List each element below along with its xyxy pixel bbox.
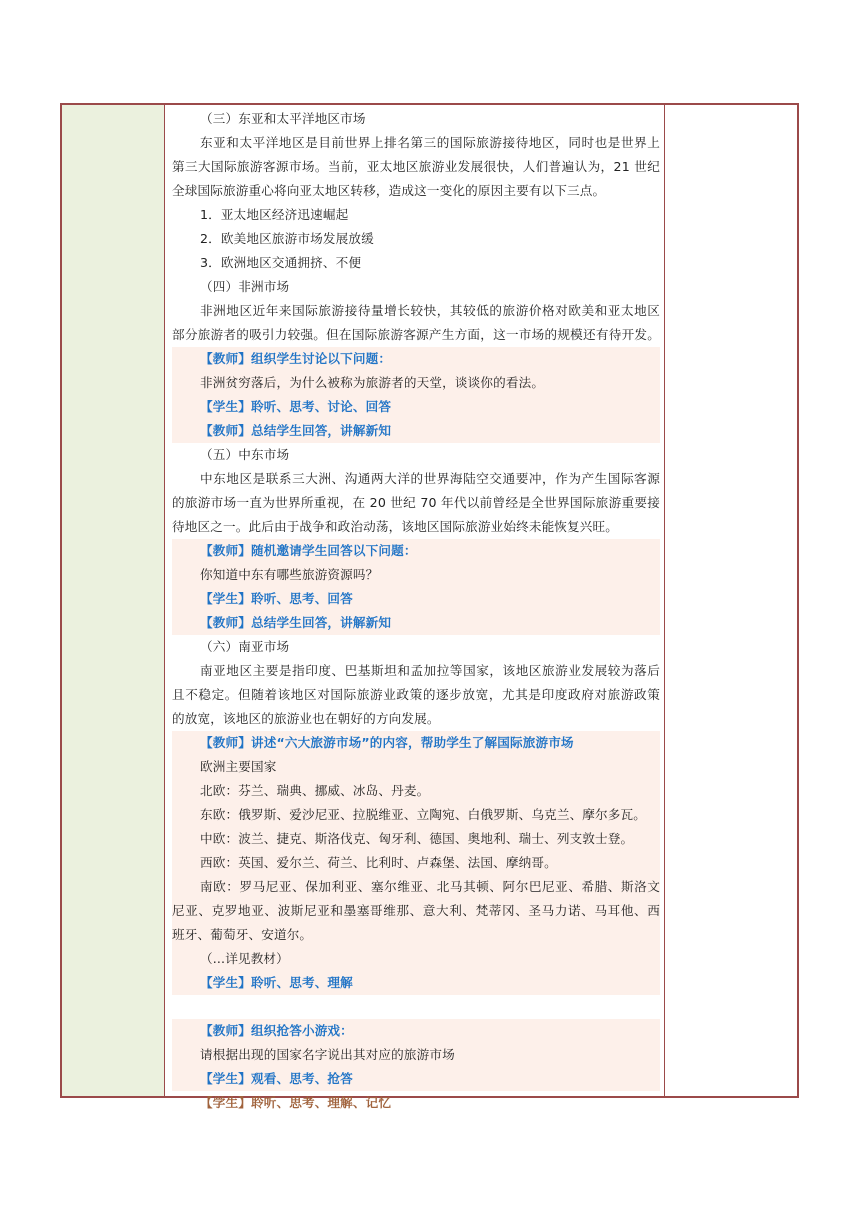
spacer <box>172 995 660 1019</box>
section-heading: （六）南亚市场 <box>200 639 290 654</box>
teacher-instruction: 【教师】随机邀请学生回答以下问题： <box>200 543 417 558</box>
paragraph-line: 中东地区是联系三大洲、沟通两大洋的世界海陆空交通要冲，作为产生国际客源 <box>200 471 660 486</box>
section-heading: （四）非洲市场 <box>200 279 290 294</box>
paragraph-line: 的旅游市场一直为世界所重视，在 20 世纪 70 年代以前曾经是全世界国际旅游重要接 <box>172 495 660 510</box>
teacher-instruction: 【教师】组织抢答小游戏： <box>200 1023 353 1038</box>
left-column <box>62 105 165 1096</box>
question-text: 你知道中东有哪些旅游资源吗？ <box>200 567 379 582</box>
paragraph-line: 第三大国际旅游客源市场。当前，亚太地区旅游业发展很快，人们普遍认为，21 世纪 <box>172 159 660 174</box>
question-text: 非洲贫穷落后，为什么被称为旅游者的天堂，谈谈你的看法。 <box>200 375 545 390</box>
list-item: 3．欧洲地区交通拥挤、不便 <box>200 255 362 270</box>
europe-title: 欧洲主要国家 <box>200 759 277 774</box>
paragraph-line: 东亚和太平洋地区是目前世界上排名第三的国际旅游接待地区，同时也是世界上 <box>200 135 660 150</box>
region-list: 北欧：芬兰、瑞典、挪威、冰岛、丹麦。 <box>200 783 430 798</box>
student-activity: 【学生】观看、思考、抢答 <box>200 1071 353 1086</box>
section-heading: （五）中东市场 <box>200 447 290 462</box>
activity-block <box>172 1019 660 1091</box>
paragraph-line: 的放宽，该地区的旅游业也在朝好的方向发展。 <box>172 711 440 726</box>
teacher-instruction: 【教师】总结学生回答，讲解新知 <box>200 615 392 630</box>
lesson-table <box>60 103 799 1110</box>
paragraph-line: 非洲地区近年来国际旅游接待量增长较快，其较低的旅游价格对欧美和亚太地区 <box>200 303 660 318</box>
region-list: 东欧：俄罗斯、爱沙尼亚、拉脱维亚、立陶宛、白俄罗斯、乌克兰、摩尔多瓦。 <box>200 807 647 822</box>
textbook-note: （...详见教材） <box>200 951 289 966</box>
list-item: 1．亚太地区经济迅速崛起 <box>200 207 349 222</box>
right-column <box>664 105 797 1096</box>
list-item: 2．欧美地区旅游市场发展放缓 <box>200 231 374 246</box>
content-column <box>165 105 666 1110</box>
region-list: 中欧：波兰、捷克、斯洛伐克、匈牙利、德国、奥地利、瑞士、列支敦士登。 <box>200 831 634 846</box>
section-heading: （三）东亚和太平洋地区市场 <box>200 111 366 126</box>
paragraph-line: 南亚地区主要是指印度、巴基斯坦和孟加拉等国家，该地区旅游业发展较为落后 <box>200 663 660 678</box>
student-activity: 【学生】聆听、思考、讨论、回答 <box>200 399 392 414</box>
paragraph-line: 部分旅游者的吸引力较强。但在国际旅游客源产生方面，这一市场的规模还有待开发。 <box>172 327 660 342</box>
region-list: 南欧：罗马尼亚、保加利亚、塞尔维亚、北马其顿、阿尔巴尼亚、希腊、斯洛文 <box>200 879 660 894</box>
student-activity: 【学生】聆听、思考、理解、记忆 <box>200 1095 392 1110</box>
question-text: 请根据出现的国家名字说出其对应的旅游市场 <box>200 1047 455 1062</box>
paragraph-line: 全球国际旅游重心将向亚太地区转移，造成这一变化的原因主要有以下三点。 <box>172 183 606 198</box>
teacher-instruction: 【教师】讲述“六大旅游市场”的内容，帮助学生了解国际旅游市场 <box>200 735 574 750</box>
region-list: 尼亚、克罗地亚、波斯尼亚和墨塞哥维那、意大利、梵蒂冈、圣马力诺、马耳他、西 <box>172 903 660 918</box>
teacher-instruction: 【教师】组织学生讨论以下问题： <box>200 351 392 366</box>
teacher-instruction: 【教师】总结学生回答，讲解新知 <box>200 423 392 438</box>
student-activity: 【学生】聆听、思考、回答 <box>200 591 353 606</box>
student-activity: 【学生】聆听、思考、理解 <box>200 975 353 990</box>
activity-block <box>172 539 660 635</box>
activity-block <box>172 347 660 443</box>
activity-block <box>172 731 660 995</box>
paragraph-line: 且不稳定。但随着该地区对国际旅游业政策的逐步放宽，尤其是印度政府对旅游政策 <box>172 687 660 702</box>
region-list: 班牙、葡萄牙、安道尔。 <box>172 927 313 942</box>
region-list: 西欧：英国、爱尔兰、荷兰、比利时、卢森堡、法国、摩纳哥。 <box>200 855 557 870</box>
paragraph-line: 待地区之一。此后由于战争和政治动荡，该地区国际旅游业始终未能恢复兴旺。 <box>172 519 619 534</box>
